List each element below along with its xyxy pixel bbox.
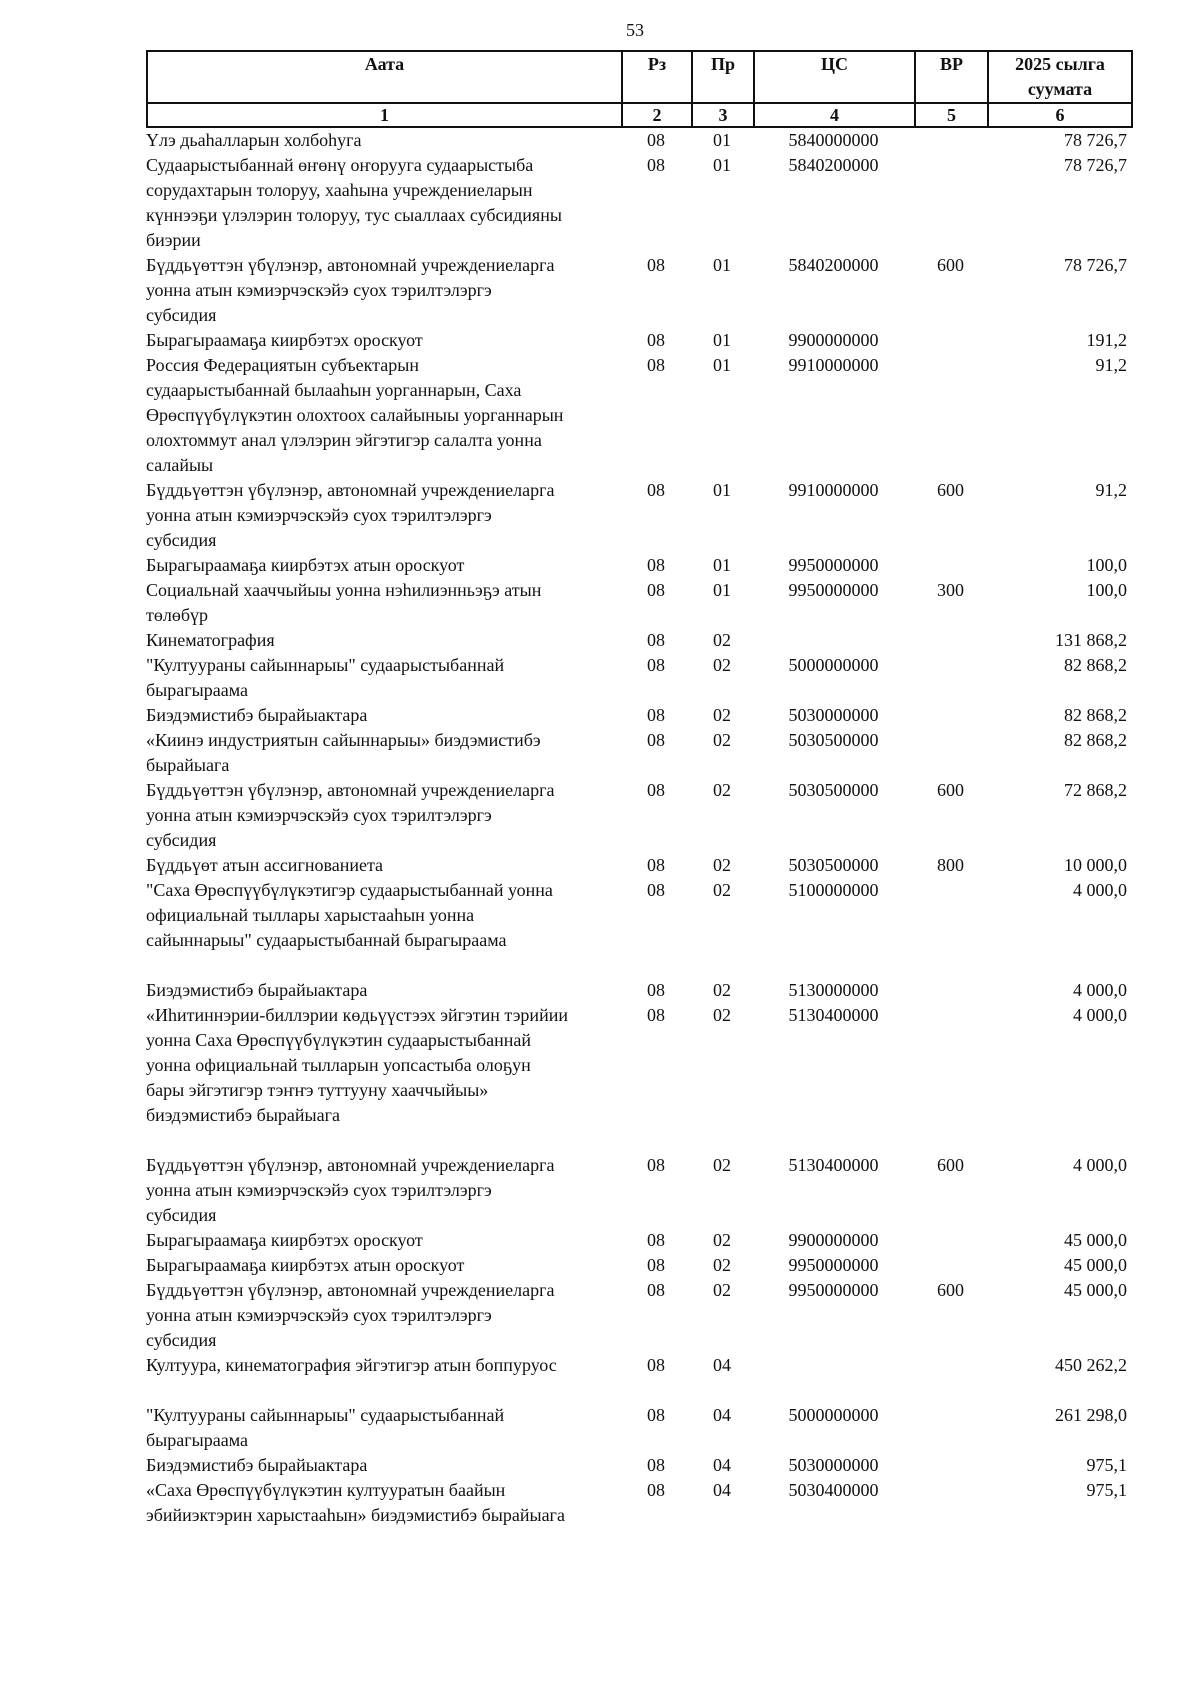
table-body <box>146 128 1131 1528</box>
row-name <box>146 703 621 728</box>
row-name <box>146 1153 621 1228</box>
table-row <box>146 778 1131 853</box>
row-pr: 02 <box>713 1255 731 1275</box>
table-row <box>146 653 1131 703</box>
row-rz: 08 <box>647 1005 665 1025</box>
row-rz: 08 <box>647 1405 665 1425</box>
row-sum: 78 726,7 <box>1064 155 1127 175</box>
table-row <box>146 1353 1131 1403</box>
row-name-line: биэдэмистибэ бырайыага <box>146 1105 340 1125</box>
row-name <box>146 1478 621 1528</box>
row-name <box>146 353 621 478</box>
row-cs: 9910000000 <box>788 355 879 375</box>
row-cs: 5130000000 <box>788 980 879 1000</box>
row-pr: 02 <box>713 980 731 1000</box>
row-pr: 04 <box>713 1355 731 1375</box>
row-rz: 08 <box>647 1255 665 1275</box>
row-cs: 9950000000 <box>788 555 879 575</box>
table-row <box>146 1003 1131 1153</box>
row-rz: 08 <box>647 1230 665 1250</box>
row-name-line: Биэдэмистибэ бырайыактара <box>146 980 368 1000</box>
row-name-line: "Култуураны сайыннарыы" судаарыстыбаннай <box>146 655 505 675</box>
row-sum: 100,0 <box>1086 580 1127 600</box>
table-row <box>146 1153 1131 1228</box>
row-vr: 600 <box>937 1280 964 1300</box>
header-num-5: 5 <box>915 103 988 127</box>
row-pr: 04 <box>713 1405 731 1425</box>
row-name-line: Судаарыстыбаннай өҥөнү оҥорууга судаарыстыба <box>146 155 534 175</box>
row-cs: 9900000000 <box>788 330 879 350</box>
row-pr: 04 <box>713 1455 731 1475</box>
row-rz: 08 <box>647 630 665 650</box>
row-vr: 300 <box>937 580 964 600</box>
row-sum: 4 000,0 <box>1073 980 1127 1000</box>
row-pr: 02 <box>713 655 731 675</box>
row-vr: 600 <box>937 480 964 500</box>
header-pr: Пр <box>692 51 754 103</box>
row-name-line: күннээҕи үлэлэрин толоруу, тус сыаллаах субсидияны <box>146 205 562 225</box>
header-num-2: 2 <box>622 103 692 127</box>
table-header <box>146 50 1133 128</box>
row-sum: 191,2 <box>1086 330 1127 350</box>
row-name <box>146 478 621 553</box>
row-sum: 78 726,7 <box>1064 130 1127 150</box>
table-row <box>146 253 1131 328</box>
row-pr: 01 <box>713 130 731 150</box>
table-row <box>146 978 1131 1003</box>
row-pr: 01 <box>713 155 731 175</box>
row-name <box>146 153 621 253</box>
row-rz: 08 <box>647 355 665 375</box>
row-pr: 02 <box>713 780 731 800</box>
header-num-3: 3 <box>692 103 754 127</box>
table-row <box>146 728 1131 778</box>
row-cs: 5030000000 <box>788 1455 879 1475</box>
row-name-line: Өрөспүүбүлүкэтин олохтоох салайыныы уорганнарын <box>146 405 564 425</box>
table-row <box>146 353 1131 478</box>
table-row <box>146 328 1131 353</box>
row-cs: 5100000000 <box>788 880 879 900</box>
row-sum: 261 298,0 <box>1055 1405 1127 1425</box>
budget-table <box>146 50 1131 1528</box>
row-rz: 08 <box>647 330 665 350</box>
row-pr: 02 <box>713 880 731 900</box>
row-name <box>146 328 621 353</box>
row-name-line <box>146 1378 621 1403</box>
row-name-line: "Саха Өрөспүүбүлүкэтигэр судаарыстыбаннай уонна <box>146 880 553 900</box>
row-name-line: Биэдэмистибэ бырайыактара <box>146 1455 368 1475</box>
row-cs: 5130400000 <box>788 1005 879 1025</box>
row-name <box>146 778 621 853</box>
row-rz: 08 <box>647 1480 665 1500</box>
row-sum: 975,1 <box>1086 1480 1127 1500</box>
row-name-line: биэрии <box>146 230 201 250</box>
row-sum: 450 262,2 <box>1055 1355 1127 1375</box>
row-sum: 91,2 <box>1095 480 1127 500</box>
row-rz: 08 <box>647 1455 665 1475</box>
row-rz: 08 <box>647 1355 665 1375</box>
row-rz: 08 <box>647 255 665 275</box>
table-row <box>146 853 1131 878</box>
row-name-line: бырайыага <box>146 755 230 775</box>
row-name-line: уонна атын кэмиэрчэскэйэ суох тэрилтэлэргэ <box>146 280 492 300</box>
row-pr: 01 <box>713 480 731 500</box>
row-name <box>146 1253 621 1278</box>
table-row <box>146 1478 1131 1528</box>
row-rz: 08 <box>647 980 665 1000</box>
row-vr: 800 <box>937 855 964 875</box>
header-cs: ЦС <box>754 51 915 103</box>
row-pr: 02 <box>713 1155 731 1175</box>
row-pr: 02 <box>713 730 731 750</box>
row-rz: 08 <box>647 130 665 150</box>
header-num-4: 4 <box>754 103 915 127</box>
row-name-line <box>146 953 621 978</box>
table-row <box>146 1253 1131 1278</box>
header-rz: Рз <box>622 51 692 103</box>
row-pr: 04 <box>713 1480 731 1500</box>
header-vr: ВР <box>915 51 988 103</box>
row-name <box>146 1403 621 1453</box>
row-name-line: уонна Саха Өрөспүүбүлүкэтин судаарыстыбаннай <box>146 1030 532 1050</box>
row-sum: 78 726,7 <box>1064 255 1127 275</box>
row-rz: 08 <box>647 880 665 900</box>
row-sum: 975,1 <box>1086 1455 1127 1475</box>
row-name-line: бары эйгэтигэр тэҥҥэ туттууну хааччыйыы» <box>146 1080 489 1100</box>
row-name <box>146 253 621 328</box>
row-name-line: уонна атын кэмиэрчэскэйэ суох тэрилтэлэргэ <box>146 1180 492 1200</box>
table-row <box>146 628 1131 653</box>
header-num-6: 6 <box>988 103 1132 127</box>
row-vr: 600 <box>937 780 964 800</box>
row-name-line: бырагыраама <box>146 680 248 700</box>
row-pr: 02 <box>713 630 731 650</box>
row-name-line: субсидия <box>146 830 217 850</box>
row-name-line: бырагыраама <box>146 1430 248 1450</box>
row-cs: 5030500000 <box>788 780 879 800</box>
row-rz: 08 <box>647 855 665 875</box>
row-cs: 5840200000 <box>788 255 879 275</box>
row-name-line: Социальнай хааччыйыы уонна нэһилиэнньэҕэ атын <box>146 580 542 600</box>
row-cs: 5030500000 <box>788 855 879 875</box>
row-name-line: эбийиэктэрин харыстааһын» биэдэмистибэ бырайыага <box>146 1505 565 1525</box>
table-row <box>146 153 1131 253</box>
row-sum: 131 868,2 <box>1055 630 1127 650</box>
row-name <box>146 653 621 703</box>
row-name-line: Бырагыраамаҕа киирбэтэх атын ороскуот <box>146 1255 465 1275</box>
row-name-line: субсидия <box>146 305 217 325</box>
row-cs: 9950000000 <box>788 1280 879 1300</box>
row-cs: 5030000000 <box>788 705 879 725</box>
header-name: Аата <box>147 51 622 103</box>
row-cs: 5840000000 <box>788 130 879 150</box>
table-row <box>146 1453 1131 1478</box>
row-name-line: субсидия <box>146 530 217 550</box>
row-name-line: уонна официальнай тылларын уопсастыба олоҕун <box>146 1055 531 1075</box>
row-name-line: төлөбүр <box>146 605 209 625</box>
row-sum: 4 000,0 <box>1073 880 1127 900</box>
table-row <box>146 703 1131 728</box>
row-pr: 02 <box>713 705 731 725</box>
row-pr: 01 <box>713 255 731 275</box>
row-name-line: «Саха Өрөспүүбүлүкэтин култууратын баайын <box>146 1480 506 1500</box>
row-cs: 5030400000 <box>788 1480 879 1500</box>
table-row <box>146 1228 1131 1253</box>
header-num-1: 1 <box>147 103 622 127</box>
row-pr: 02 <box>713 855 731 875</box>
page-number: 53 <box>626 20 644 40</box>
table-row <box>146 878 1131 978</box>
row-name-line: Үлэ дьаһалларын холбоһуга <box>146 130 362 150</box>
row-sum: 45 000,0 <box>1064 1280 1127 1300</box>
row-name-line: Бырагыраамаҕа киирбэтэх атын ороскуот <box>146 555 465 575</box>
row-pr: 02 <box>713 1230 731 1250</box>
row-sum: 100,0 <box>1086 555 1127 575</box>
row-name-line <box>146 1128 621 1153</box>
row-name <box>146 1453 621 1478</box>
row-name-line: Бүддьүөттэн үбүлэнэр, автономнай учреждениеларга <box>146 780 555 800</box>
row-name-line: «Киинэ индустриятын сайыннарыы» биэдэмистибэ <box>146 730 541 750</box>
row-sum: 4 000,0 <box>1073 1155 1127 1175</box>
row-name-line: Култуура, кинематография эйгэтигэр атын боппуруос <box>146 1355 557 1375</box>
row-rz: 08 <box>647 730 665 750</box>
row-name-line: Бырагыраамаҕа киирбэтэх ороскуот <box>146 1230 423 1250</box>
row-name-line: судаарыстыбаннай былааһын уорганнарын, Саха <box>146 380 522 400</box>
row-pr: 01 <box>713 355 731 375</box>
table-row <box>146 578 1131 628</box>
header-sum: 2025 сылга суумата <box>988 51 1132 103</box>
row-name <box>146 553 621 578</box>
row-name <box>146 578 621 628</box>
row-name <box>146 1353 621 1403</box>
row-cs: 9950000000 <box>788 1255 879 1275</box>
row-rz: 08 <box>647 555 665 575</box>
row-name <box>146 978 621 1003</box>
row-sum: 45 000,0 <box>1064 1255 1127 1275</box>
row-sum: 45 000,0 <box>1064 1230 1127 1250</box>
row-cs: 5000000000 <box>788 1405 879 1425</box>
row-cs: 9900000000 <box>788 1230 879 1250</box>
row-name-line: уонна атын кэмиэрчэскэйэ суох тэрилтэлэргэ <box>146 805 492 825</box>
row-name-line: сайыннарыы" судаарыстыбаннай бырагыраама <box>146 930 507 950</box>
row-cs: 5130400000 <box>788 1155 879 1175</box>
row-pr: 02 <box>713 1280 731 1300</box>
row-name-line: Бырагыраамаҕа киирбэтэх ороскуот <box>146 330 423 350</box>
row-name-line: «Иһитиннэрии-биллэрии көдьүүстээх эйгэтин тэрийии <box>146 1005 568 1025</box>
row-name-line: Бүддьүөттэн үбүлэнэр, автономнай учреждениеларга <box>146 480 555 500</box>
row-vr: 600 <box>937 255 964 275</box>
row-name-line: уонна атын кэмиэрчэскэйэ суох тэрилтэлэргэ <box>146 505 492 525</box>
row-rz: 08 <box>647 780 665 800</box>
row-cs: 5030500000 <box>788 730 879 750</box>
row-pr: 02 <box>713 1005 731 1025</box>
row-name-line: "Култуураны сайыннарыы" судаарыстыбаннай <box>146 1405 505 1425</box>
table-row <box>146 478 1131 553</box>
row-name-line: салайыы <box>146 455 214 475</box>
row-name-line: Кинематография <box>146 630 275 650</box>
row-rz: 08 <box>647 1280 665 1300</box>
row-name <box>146 728 621 778</box>
row-name-line: официальнай тыллары харыстааһын уонна <box>146 905 475 925</box>
table-row <box>146 128 1131 153</box>
row-name-line: Бүддьүөттэн үбүлэнэр, автономнай учреждениеларга <box>146 1155 555 1175</box>
row-sum: 4 000,0 <box>1073 1005 1127 1025</box>
row-sum: 82 868,2 <box>1064 655 1127 675</box>
row-cs: 9950000000 <box>788 580 879 600</box>
row-cs: 5840200000 <box>788 155 879 175</box>
row-rz: 08 <box>647 655 665 675</box>
row-rz: 08 <box>647 1155 665 1175</box>
row-rz: 08 <box>647 580 665 600</box>
row-rz: 08 <box>647 480 665 500</box>
row-cs: 5000000000 <box>788 655 879 675</box>
row-name-line: олохтоммут анал үлэлэрин эйгэтигэр салалта уонна <box>146 430 542 450</box>
row-sum: 72 868,2 <box>1064 780 1127 800</box>
row-name <box>146 878 621 978</box>
row-sum: 10 000,0 <box>1064 855 1127 875</box>
row-name <box>146 853 621 878</box>
table-row <box>146 1278 1131 1353</box>
row-name <box>146 1003 621 1153</box>
row-name-line: субсидия <box>146 1205 217 1225</box>
row-name <box>146 128 621 153</box>
row-name-line: субсидия <box>146 1330 217 1350</box>
row-pr: 01 <box>713 580 731 600</box>
row-rz: 08 <box>647 155 665 175</box>
table-row <box>146 553 1131 578</box>
row-name-line: Бүддьүөт атын ассигнованиета <box>146 855 384 875</box>
row-name-line: Россия Федерациятын субъектарын <box>146 355 419 375</box>
row-name-line: уонна атын кэмиэрчэскэйэ суох тэрилтэлэргэ <box>146 1305 492 1325</box>
row-sum: 82 868,2 <box>1064 730 1127 750</box>
row-name <box>146 1228 621 1253</box>
row-sum: 91,2 <box>1095 355 1127 375</box>
row-vr: 600 <box>937 1155 964 1175</box>
row-pr: 01 <box>713 555 731 575</box>
row-rz: 08 <box>647 705 665 725</box>
row-cs: 9910000000 <box>788 480 879 500</box>
row-pr: 01 <box>713 330 731 350</box>
row-sum: 82 868,2 <box>1064 705 1127 725</box>
row-name-line: Бүддьүөттэн үбүлэнэр, автономнай учреждениеларга <box>146 255 555 275</box>
row-name-line: Биэдэмистибэ бырайыактара <box>146 705 368 725</box>
table-row <box>146 1403 1131 1453</box>
row-name-line: сорудахтарын толоруу, хааһына учреждениеларын <box>146 180 533 200</box>
row-name-line: Бүддьүөттэн үбүлэнэр, автономнай учреждениеларга <box>146 1280 555 1300</box>
row-name <box>146 1278 621 1353</box>
row-name <box>146 628 621 653</box>
